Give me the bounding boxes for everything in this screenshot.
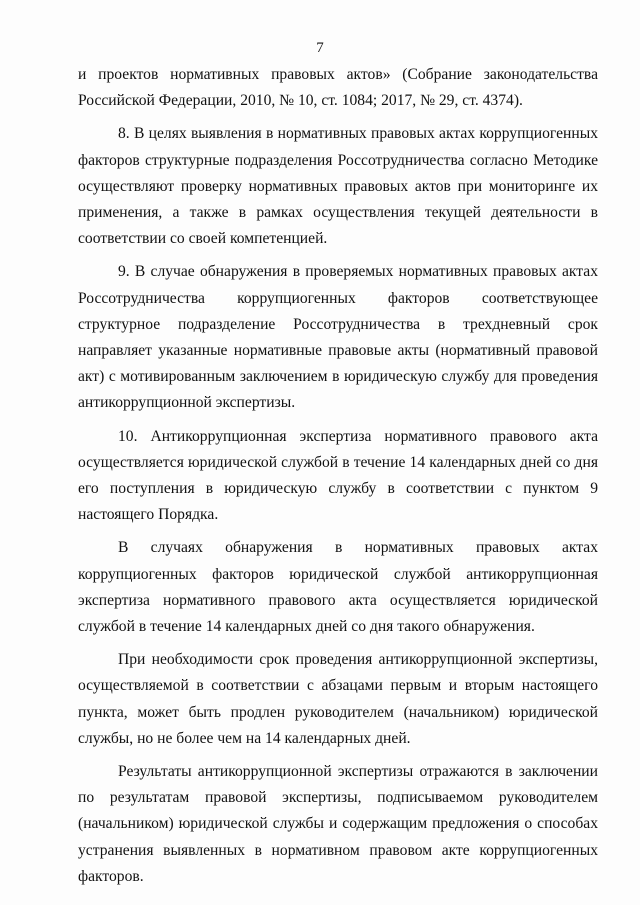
document-body (78, 62, 598, 897)
paragraph-continuation: и проектов нормативных правовых актов» (Собрание законодательства Российской Федерации, 2010, № 10, ст. 1084; 2017, № 29, ст. 4374). (78, 66, 598, 110)
paragraph-item-10: 10. Антикоррупционная экспертиза нормативного правового акта осуществляется юридической службой в течение 14 календарных дней со дня его поступления в юридическую службу в соответствии с пунктом 9 настоящего Порядка. (78, 427, 598, 524)
paragraph-item-10-case: В случаях обнаружения в нормативных правовых актах коррупциогенных факторов юридической службой антикоррупционная экспертиза нормативного правового акта осуществляется юридической службой в течение 14 календарных дней со дня такого обнаружения. (78, 539, 598, 636)
paragraph-item-10-extension: При необходимости срок проведения антикоррупционной экспертизы, осуществляемой в соответствии с абзацами первым и вторым настоящего пункта, может быть продлен руководителем (начальником) юридической службы, но не более чем на 14 календарных дней. (78, 651, 598, 747)
paragraph-item-9: 9. В случае обнаружения в проверяемых нормативных правовых актах Россотрудничества коррупциогенных факторов соответствующее структурное подразделение Россотрудничества в трехдневный срок направляет указанные нормативные правовые акты (нормативный правовой акт) с мотивированным заключением в юридическую службу для проведения антикоррупционной экспертизы. (78, 263, 598, 412)
paragraph-item-10-results: Результаты антикоррупционной экспертизы отражаются в заключении по результатам правовой экспертизы, подписываемом руководителем (начальником) юридической службы и содержащим предложения о способах устранения выявленных в нормативном правовом акте коррупциогенных факторов. (78, 763, 598, 885)
paragraph-item-8: 8. В целях выявления в нормативных правовых актах коррупциогенных факторов структурные подразделения Россотрудничества согласно Методике осуществляют проверку нормативных правовых актов при мониторинге их применения, а также в рамках осуществления текущей деятельности в соответствии со своей компетенцией. (78, 125, 598, 248)
page-number: 7 (316, 40, 324, 56)
